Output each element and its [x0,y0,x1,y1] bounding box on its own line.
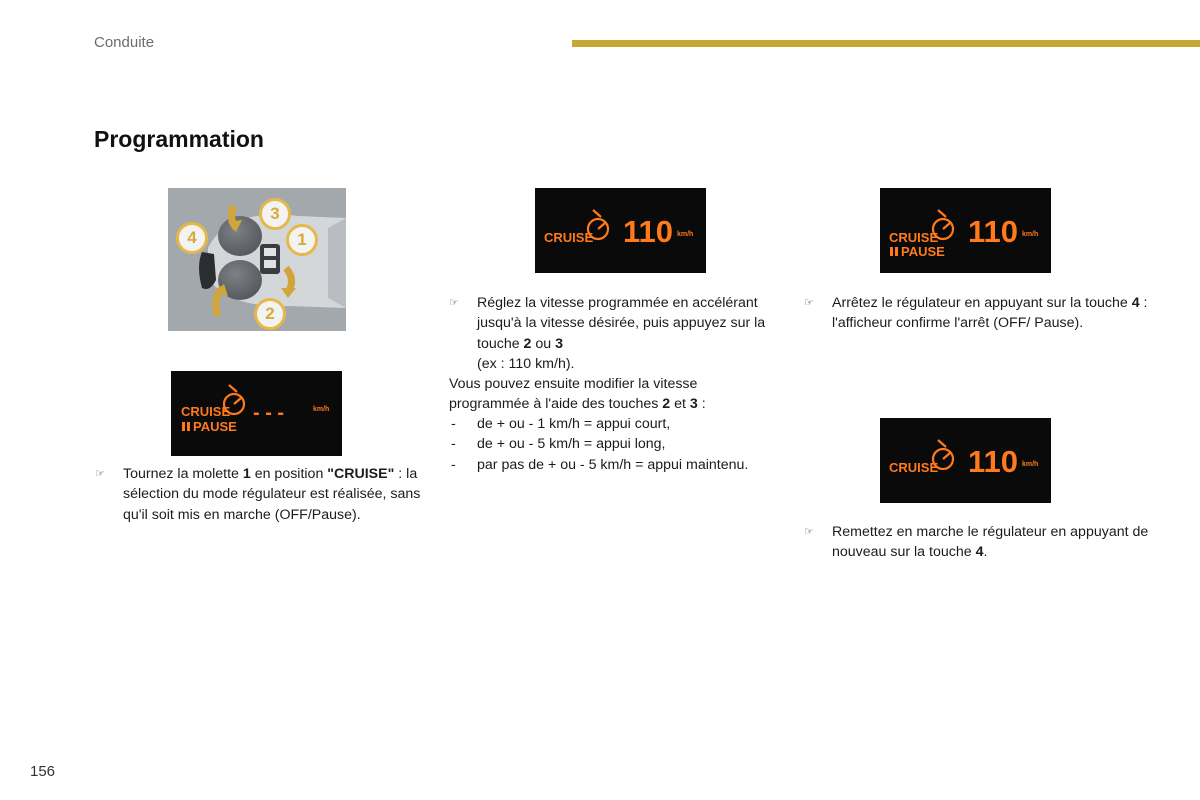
cruise-text: CRUISE [889,460,939,475]
speed-text: 110 [623,214,674,249]
hand-pointer-icon: ☞ [449,297,459,309]
hand-pointer-icon: ☞ [95,468,105,480]
instruction-stop-regulator: ☞ Arrêtez le régulateur en appuyant sur la touche 4 : l'afficheur confirme l'arrêt (OFF/ Pause). [804,295,1148,332]
cruise-text: CRUISE [181,404,231,419]
list-item: - de + ou - 5 km/h = appui long, [451,436,666,452]
display-cruise-pause-dashes [171,371,342,456]
unit-text: km/h [313,406,330,413]
speed-text: 110 [968,444,1019,479]
hand-pointer-icon: ☞ [804,297,814,309]
display-cruise-110-resume [880,418,1051,503]
marker-2: 2 [254,298,286,330]
marker-4: 4 [176,222,208,254]
page-number: 156 [30,763,56,780]
instruction-set-speed: ☞ Réglez la vitesse programmée en accélérant jusqu'à la vitesse désirée, puis appuyez sur la touche 2 ou 3 (ex : 110 km/h). [449,295,766,372]
cruise-control-stalk-figure [168,188,346,331]
cruise-text: CRUISE [889,230,939,245]
hand-pointer-icon: ☞ [804,526,814,538]
pause-text: PAUSE [901,244,945,259]
marker-1: 1 [286,224,318,256]
instruction-modify-speed: Vous pouvez ensuite modifier la vitesse programmée à l'aide des touches 2 et 3 : [449,376,706,413]
dashes-text: - - - [253,402,285,424]
unit-text: km/h [1022,231,1039,238]
cruise-text: CRUISE [544,230,594,245]
speed-text: 110 [968,214,1019,249]
list-item: - de + ou - 1 km/h = appui court, [451,416,671,432]
instruction-select-cruise: ☞ Tournez la molette 1 en position "CRUISE" : la sélection du mode régulateur est réalisée, sans qu'il soit mis en marche (OFF/Pause). [95,466,421,523]
pause-text: PAUSE [193,419,237,434]
page-title: Programmation [94,126,264,152]
unit-text: km/h [1022,461,1039,468]
display-cruise-110 [535,188,706,273]
display-cruise-pause-110 [880,188,1051,273]
instruction-restart-regulator: ☞ Remettez en marche le régulateur en appuyant de nouveau sur la touche 4. [804,524,1149,561]
marker-3: 3 [259,198,291,230]
header-accent-bar [572,40,1200,47]
section-label: Conduite [94,34,155,51]
list-item: - par pas de + ou - 5 km/h = appui maintenu. [451,457,749,473]
unit-text: km/h [677,231,694,238]
